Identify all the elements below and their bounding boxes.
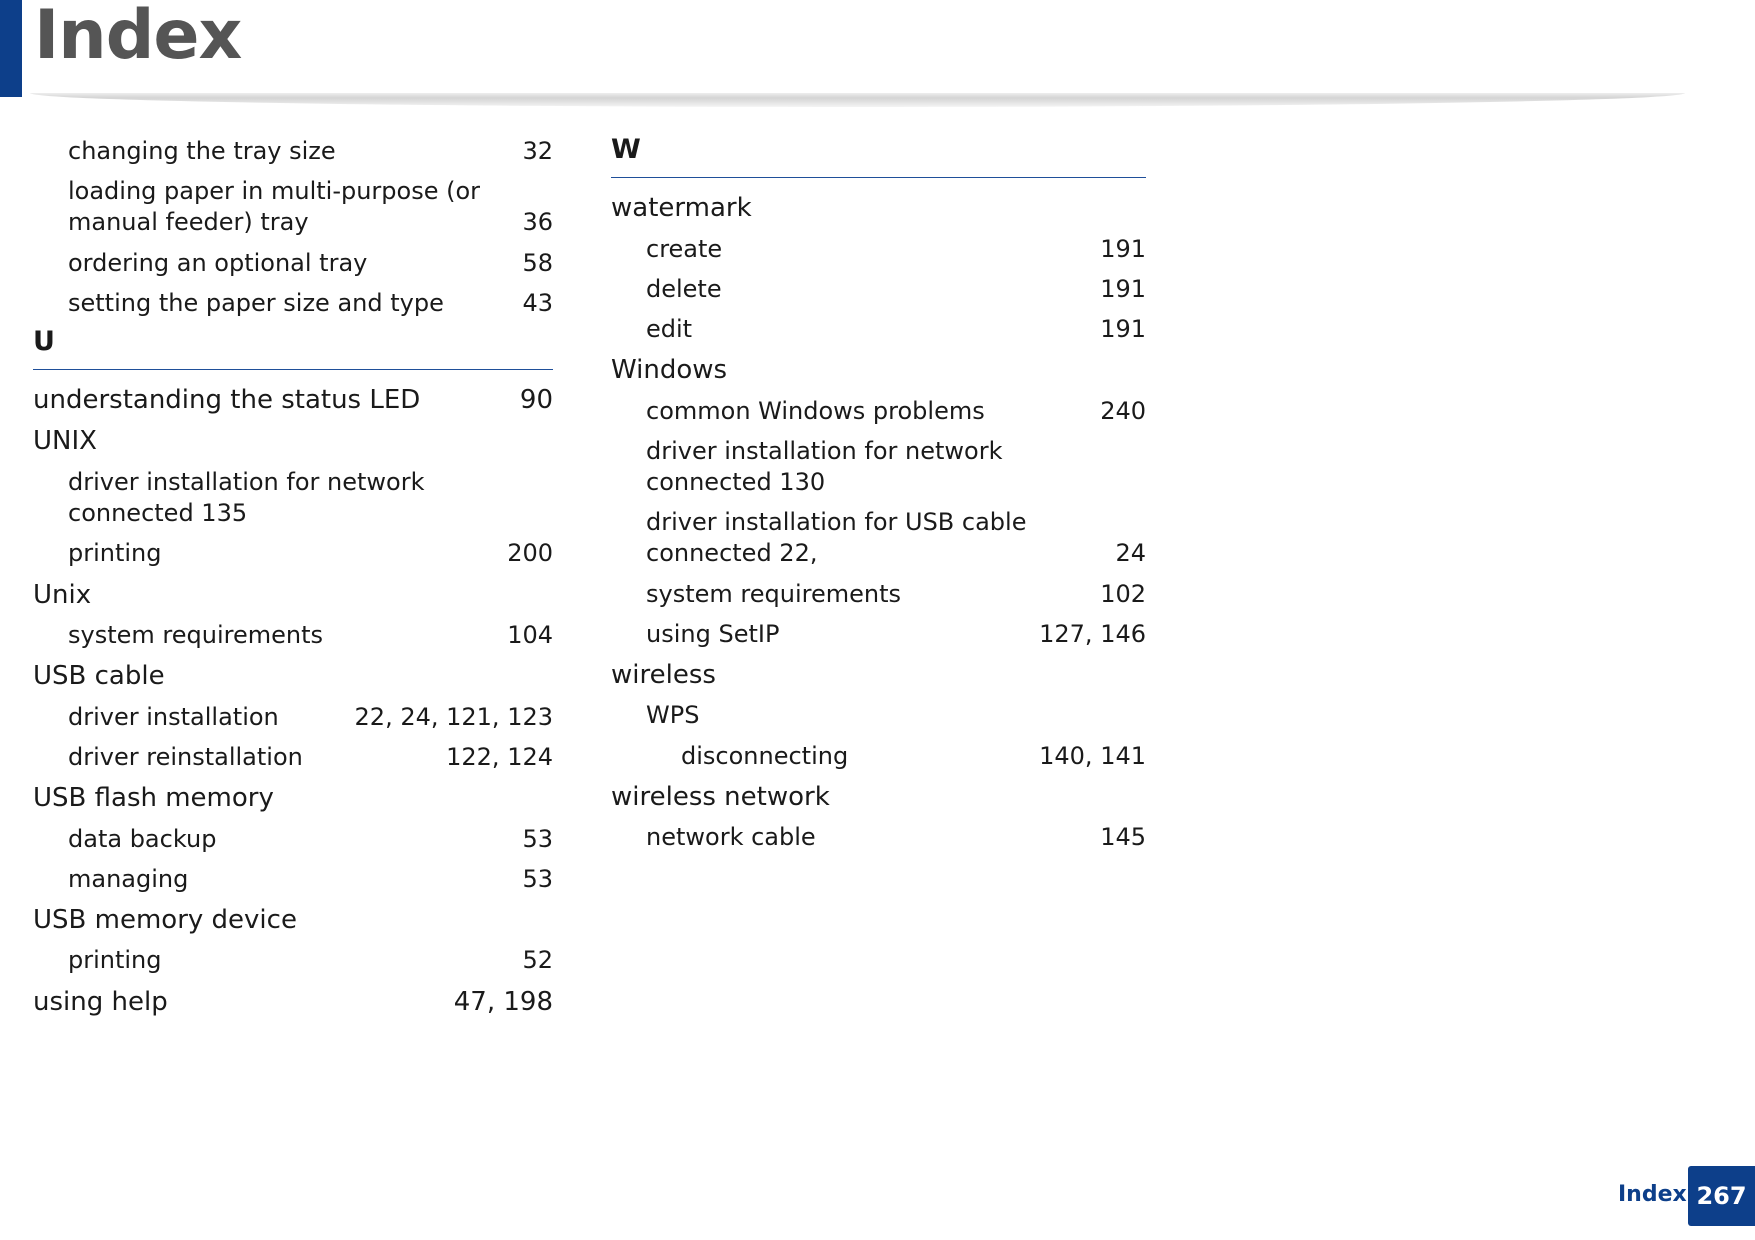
index-letter-heading	[611, 136, 1146, 178]
index-entry	[33, 425, 553, 458]
index-entry-label: wireless	[611, 659, 716, 690]
index-entry-label: USB memory device	[33, 904, 297, 935]
index-entry-label: changing the tray size	[68, 137, 336, 165]
index-entry-pages[interactable]: 52	[522, 946, 553, 975]
index-entry	[33, 579, 553, 612]
index-entry	[611, 700, 1146, 731]
index-entry-pages[interactable]: 24	[1115, 539, 1146, 568]
index-entry-label: UNIX	[33, 426, 97, 457]
index-entry-label: printing	[68, 946, 162, 975]
index-entry-pages[interactable]: 240	[1100, 396, 1146, 425]
index-entry	[33, 620, 553, 651]
index-entry	[33, 136, 553, 167]
index-entry-label: Windows	[611, 355, 728, 386]
letter-divider	[611, 177, 1146, 178]
index-entry	[611, 234, 1146, 265]
index-entry-pages[interactable]: 200	[507, 539, 553, 568]
index-entry	[33, 467, 553, 529]
index-entry	[33, 248, 553, 279]
index-entry-pages[interactable]: 53	[522, 864, 553, 893]
title-accent-bar	[0, 0, 22, 97]
index-entry	[33, 824, 553, 855]
index-entry-pages[interactable]: 127, 146	[1039, 619, 1146, 648]
index-entry-pages[interactable]: 122, 124	[446, 742, 553, 771]
index-entry	[611, 741, 1146, 772]
index-entry-label: wireless network	[611, 781, 830, 812]
index-letter: U	[33, 325, 55, 357]
index-entry	[611, 192, 1146, 225]
index-entry	[611, 822, 1146, 853]
title-divider	[30, 93, 1685, 107]
footer-page-number: 267	[1688, 1166, 1755, 1226]
index-entry-pages[interactable]: 102	[1100, 579, 1146, 608]
page-title: Index	[34, 0, 242, 75]
index-entry-label: system requirements	[68, 621, 323, 649]
letter-divider	[33, 369, 553, 370]
index-column-right	[611, 136, 1146, 862]
index-entry	[33, 864, 553, 895]
index-entry	[611, 354, 1146, 387]
index-entry-label: driver installation for USB cable connected 22,	[646, 508, 1027, 568]
index-entry-pages[interactable]: 90	[519, 384, 553, 415]
index-entry	[611, 579, 1146, 610]
index-entry-label: disconnecting	[681, 741, 849, 770]
index-entry-label: ordering an optional tray	[68, 248, 368, 277]
index-entry-label: system requirements	[646, 579, 901, 608]
index-entry-pages[interactable]: 22, 24, 121, 123	[354, 702, 553, 731]
index-entry-pages[interactable]: 58	[522, 248, 553, 277]
index-entry-pages[interactable]: 145	[1100, 823, 1146, 852]
index-entry-label: create	[646, 234, 723, 263]
index-entry-label: driver installation for network connected 130	[646, 436, 1003, 496]
index-entry-label: USB cable	[33, 661, 165, 692]
index-entry	[33, 702, 553, 733]
index-entry-label: common Windows problems	[646, 396, 985, 425]
index-entry-pages[interactable]: 191	[1100, 274, 1146, 303]
index-entry	[33, 384, 553, 417]
index-entry	[611, 507, 1146, 569]
index-entry-label: driver installation	[68, 702, 279, 731]
index-entry-label: delete	[646, 274, 722, 303]
index-letter-heading	[33, 325, 553, 370]
index-entry	[33, 742, 553, 773]
index-entry-pages[interactable]: 191	[1100, 234, 1146, 263]
index-entry	[33, 176, 553, 238]
index-entry-label: loading paper in multi-purpose (or manual feeder) tray	[68, 177, 481, 237]
index-entry	[611, 659, 1146, 692]
index-entry-label: driver reinstallation	[68, 742, 303, 771]
index-entry-label: Unix	[33, 579, 92, 610]
index-entry	[611, 781, 1146, 814]
index-entry	[33, 904, 553, 937]
index-entry-pages[interactable]: 43	[522, 288, 553, 317]
index-entry-pages[interactable]: 140, 141	[1039, 741, 1146, 770]
index-entry	[611, 436, 1146, 498]
index-entry-label: watermark	[611, 193, 752, 223]
index-entry-label: setting the paper size and type	[68, 288, 444, 317]
index-entry-label: using SetIP	[646, 619, 780, 648]
footer-section-label: Index	[1618, 1182, 1687, 1207]
index-entry-label: WPS	[646, 701, 700, 730]
index-entry-pages[interactable]: 32	[522, 137, 553, 165]
index-entry-pages[interactable]: 53	[522, 824, 553, 853]
index-column-left	[33, 136, 553, 1027]
index-entry-label: network cable	[646, 823, 816, 852]
index-entry-pages[interactable]: 104	[507, 621, 553, 649]
index-entry-label: managing	[68, 864, 189, 893]
index-entry-pages[interactable]: 191	[1100, 314, 1146, 343]
index-entry-label: driver installation for network connected 135	[68, 467, 425, 528]
index-entry-label: printing	[68, 539, 162, 568]
index-entry	[33, 945, 553, 976]
index-entry	[33, 538, 553, 569]
index-letter: W	[611, 134, 641, 165]
index-entry	[33, 986, 553, 1019]
index-entry	[33, 288, 553, 319]
index-entry-label: using help	[33, 986, 168, 1017]
index-entry-label: edit	[646, 314, 693, 343]
index-entry	[611, 619, 1146, 650]
index-entry-pages[interactable]: 36	[522, 208, 553, 237]
index-entry-label: understanding the status LED	[33, 384, 421, 415]
index-entry	[611, 274, 1146, 305]
index-entry	[33, 660, 553, 693]
index-entry	[33, 782, 553, 815]
index-entry-label: data backup	[68, 824, 217, 853]
index-entry	[611, 396, 1146, 427]
index-entry-pages[interactable]: 47, 198	[453, 986, 553, 1017]
index-entry-label: USB flash memory	[33, 783, 274, 814]
index-entry	[611, 314, 1146, 345]
